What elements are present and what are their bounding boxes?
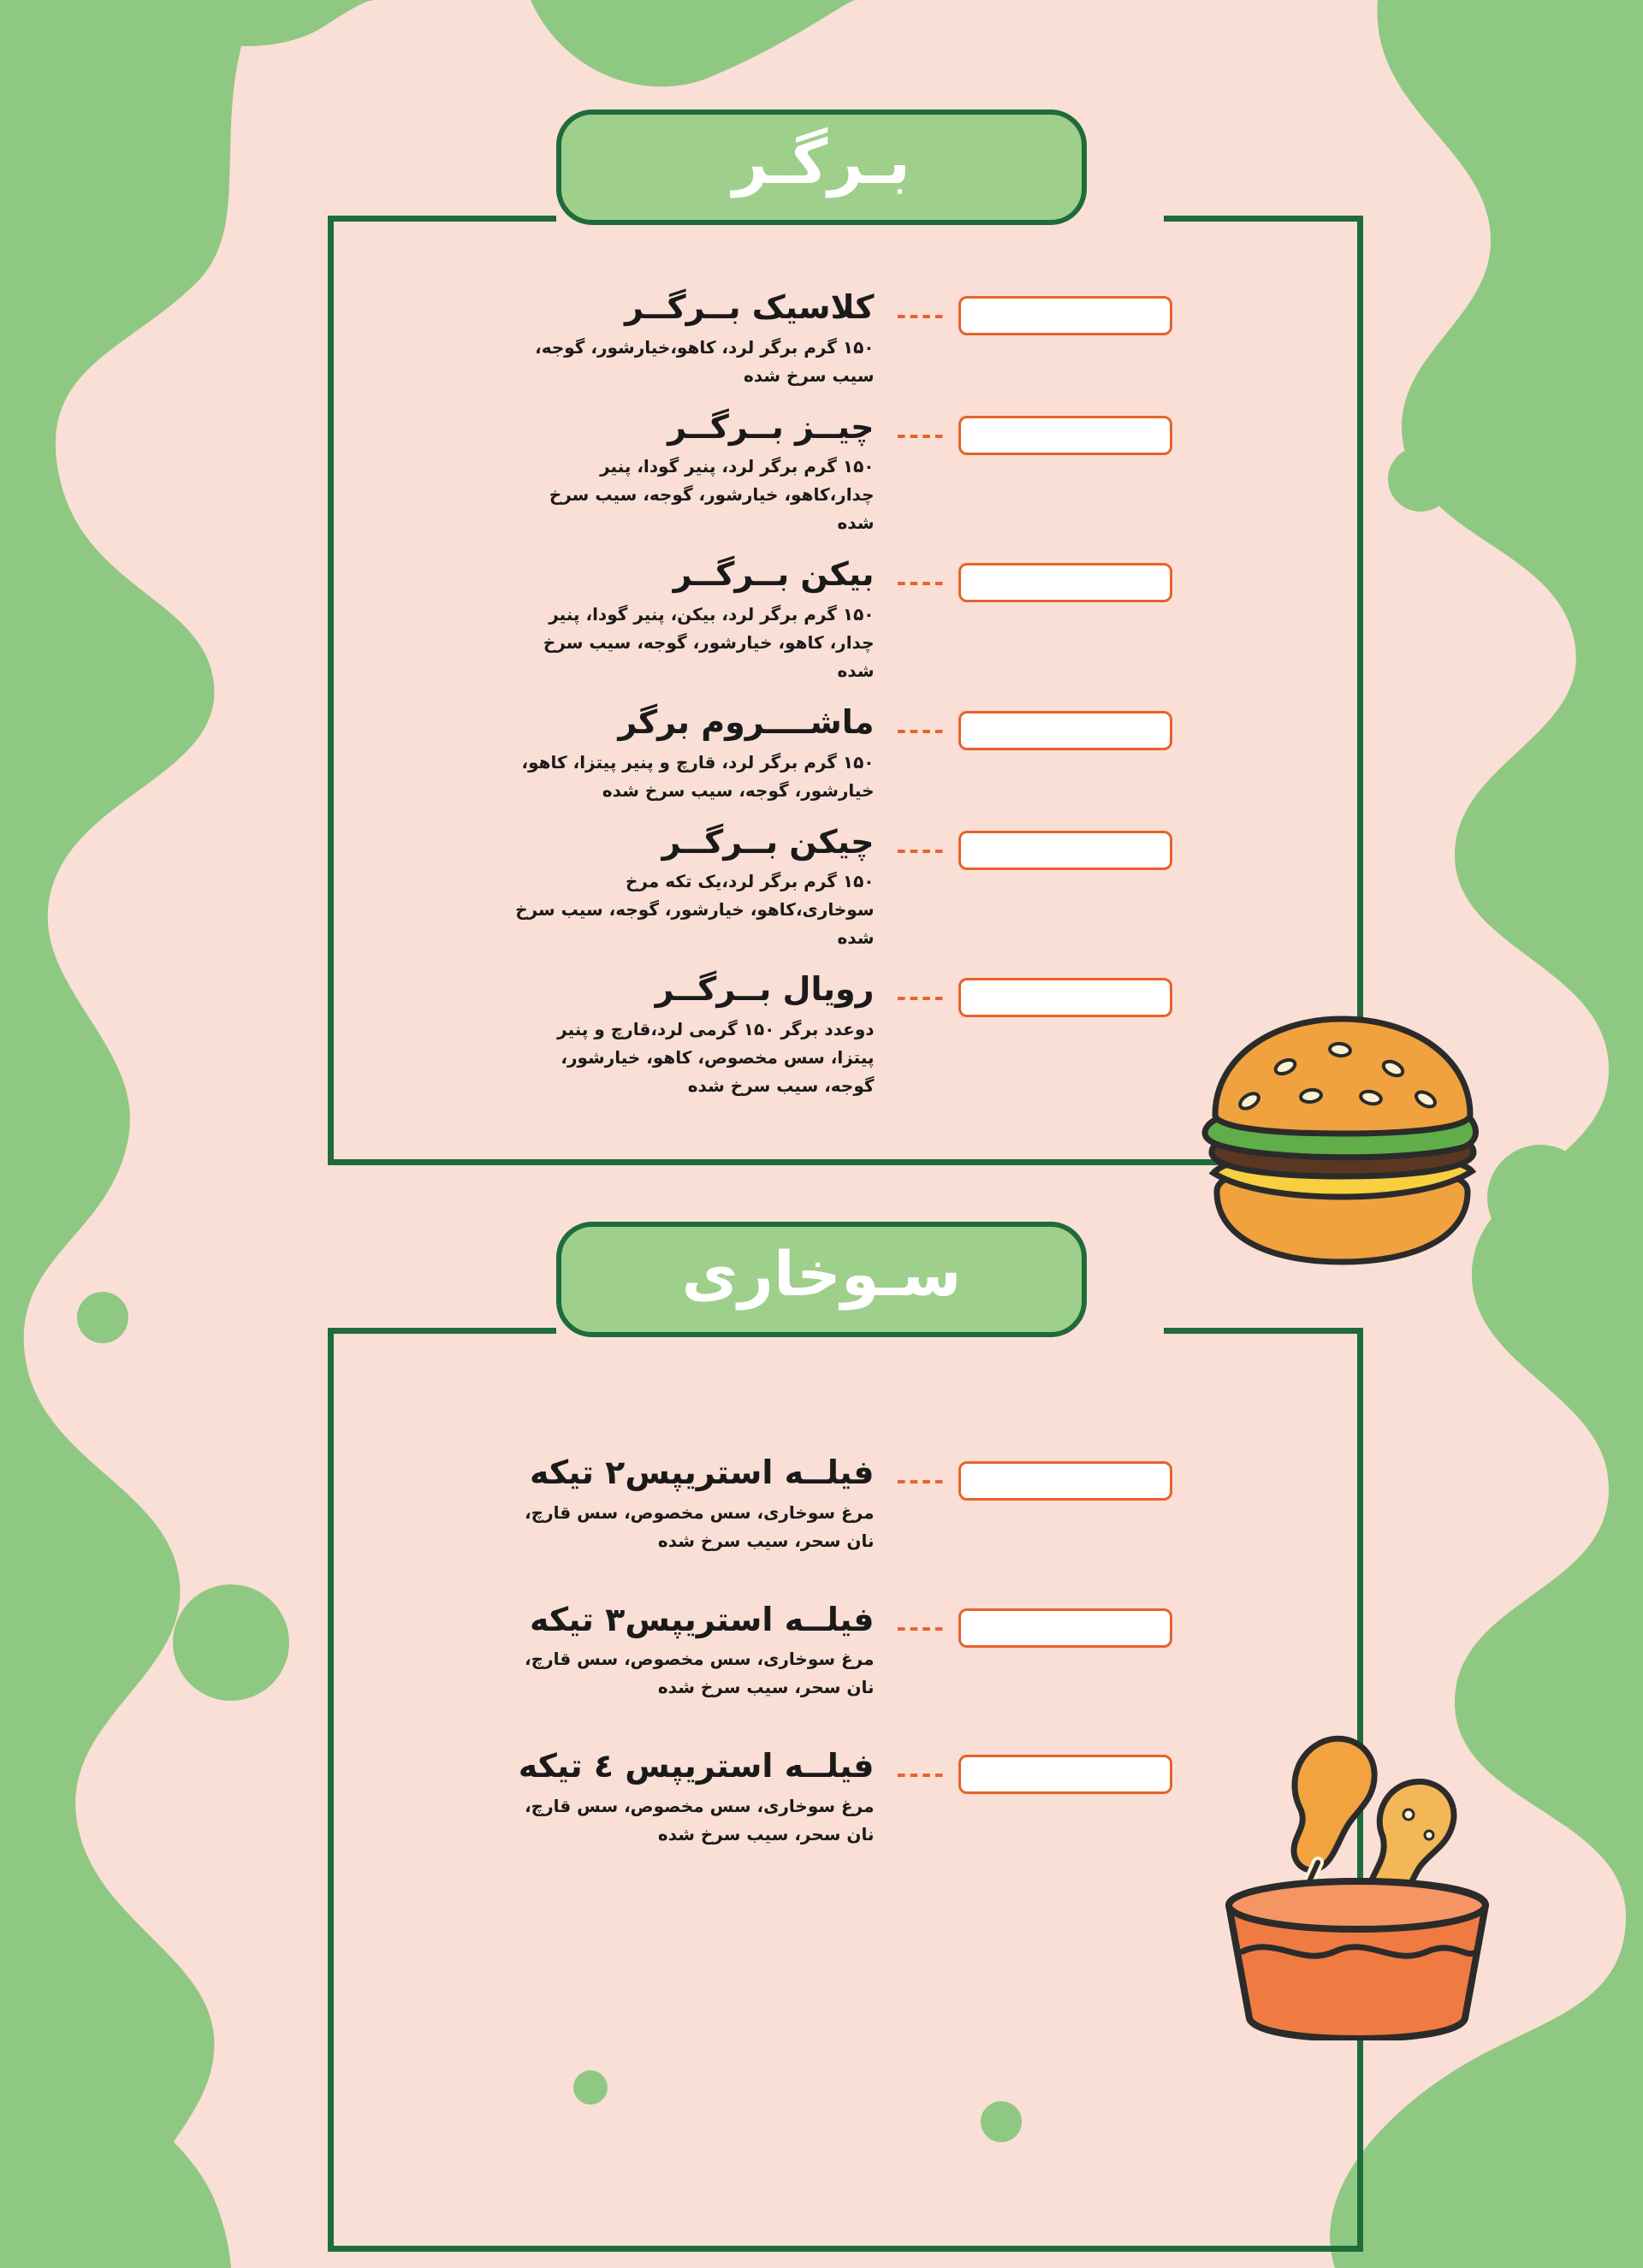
menu-item: [479, 1454, 1172, 1555]
leader-dots: ----: [896, 1613, 946, 1642]
price-input-box[interactable]: [958, 563, 1172, 602]
item-text-column: [479, 1454, 881, 1555]
item-text-column: [479, 704, 881, 805]
item-name: بیکن بــرگــر: [673, 555, 875, 594]
price-column: [881, 409, 1172, 455]
item-text-column: [479, 556, 881, 685]
price-input-box[interactable]: [958, 978, 1172, 1017]
fried-items-list-inner: [479, 1454, 1172, 1868]
price-column: [881, 289, 1172, 335]
item-description: ۱۵۰ گرم برگر لرد،یک تکه مرخ سوخاری،کاهو، خیارشور، گوجه، سیب سرخ شده: [515, 871, 875, 949]
item-description: دوعدد برگر ۱۵۰ گرمی لرد،قارچ و پنیر پیتزا، سس مخصوص، کاهو، خیارشور، گوجه، سیب سرخ شده: [557, 1019, 875, 1097]
item-name: کلاسیک بــرگــر: [624, 288, 875, 326]
menu-item: [479, 556, 1172, 685]
item-description: ۱۵۰ گرم برگر لرد، پنیر گودا، پنیر چدار،کاهو، خیارشور، گوجه، سیب سرخ شده: [549, 456, 875, 534]
item-description: مرغ سوخاری، سس مخصوص، سس قارچ، نان سحر، سیب سرخ شده: [525, 1501, 875, 1551]
leader-dots: ----: [896, 835, 946, 864]
section-fried-chicken: [0, 1198, 1643, 2268]
item-text-column: [479, 971, 881, 1100]
burger-items-list: [479, 289, 1172, 1119]
leader-dots: ----: [896, 983, 946, 1012]
item-description: مرغ سوخاری، سس مخصوص، سس قارچ، نان سحر، سیب سرخ شده: [525, 1796, 875, 1845]
price-input-box[interactable]: [958, 1608, 1172, 1648]
item-name: فیلــه استریپس ٤ تیکه: [518, 1747, 875, 1785]
item-description: ۱۵۰ گرم برگر لرد، بیکن، پنیر گودا، پنیر چدار، کاهو، خیارشور، گوجه، سیب سرخ شده: [543, 604, 875, 682]
price-column: [881, 1748, 1172, 1794]
price-input-box[interactable]: [958, 831, 1172, 870]
leader-dots: ----: [896, 568, 946, 597]
item-text-column: [479, 1748, 881, 1849]
fried-chicken-bucket-illustration: [1198, 1707, 1498, 2040]
item-name: فیلــه استریپس۳ تیکه: [529, 1600, 875, 1638]
price-column: [881, 1454, 1172, 1501]
leader-dots: ----: [896, 1760, 946, 1789]
item-name: چیــز بــرگــر: [667, 407, 875, 446]
leader-dots: ----: [896, 716, 946, 745]
price-column: [881, 1602, 1172, 1648]
leader-dots: ----: [896, 301, 946, 329]
item-name: ماشــــروم برگر: [618, 703, 875, 742]
price-input-box[interactable]: [958, 1461, 1172, 1501]
menu-item: [479, 409, 1172, 538]
leader-dots: ----: [896, 420, 946, 449]
price-column: [881, 556, 1172, 602]
leader-dots: ----: [896, 1466, 946, 1495]
item-name: چیکن بــرگــر: [661, 822, 875, 861]
menu-item: [479, 1748, 1172, 1849]
item-description: ۱۵۰ گرم برگر لرد، کاهو،خیارشور، گوجه، سیب سرخ شده: [535, 336, 875, 386]
menu-item: [479, 704, 1172, 805]
item-text-column: [479, 289, 881, 390]
item-text-column: [479, 1602, 881, 1702]
price-input-box[interactable]: [958, 416, 1172, 455]
price-input-box[interactable]: [958, 1755, 1172, 1794]
burger-illustration: [1189, 1005, 1498, 1270]
price-column: [881, 824, 1172, 870]
menu-item: [479, 971, 1172, 1100]
item-text-column: [479, 409, 881, 538]
price-column: [881, 971, 1172, 1017]
item-description: ۱۵۰ گرم برگر لرد، قارچ و پنیر پیتزا، کاهو، خیارشور، گوجه، سیب سرخ شده: [521, 751, 875, 801]
burger-title-wrap: [0, 110, 1643, 225]
section-title-burger: بـرگـر: [556, 110, 1087, 225]
price-input-box[interactable]: [958, 296, 1172, 335]
price-column: [881, 704, 1172, 750]
item-text-column: [479, 824, 881, 953]
section-title-fried: سـوخاری: [556, 1222, 1087, 1337]
item-name: فیلــه استریپس۲ تیکه: [529, 1454, 875, 1491]
item-description: مرغ سوخاری، سس مخصوص، سس قارچ، نان سحر، سیب سرخ شده: [525, 1649, 875, 1698]
item-name: رویال بــرگــر: [655, 970, 875, 1009]
menu-item: [479, 824, 1172, 953]
menu-item: [479, 289, 1172, 390]
price-input-box[interactable]: [958, 711, 1172, 750]
menu-item: [479, 1602, 1172, 1702]
